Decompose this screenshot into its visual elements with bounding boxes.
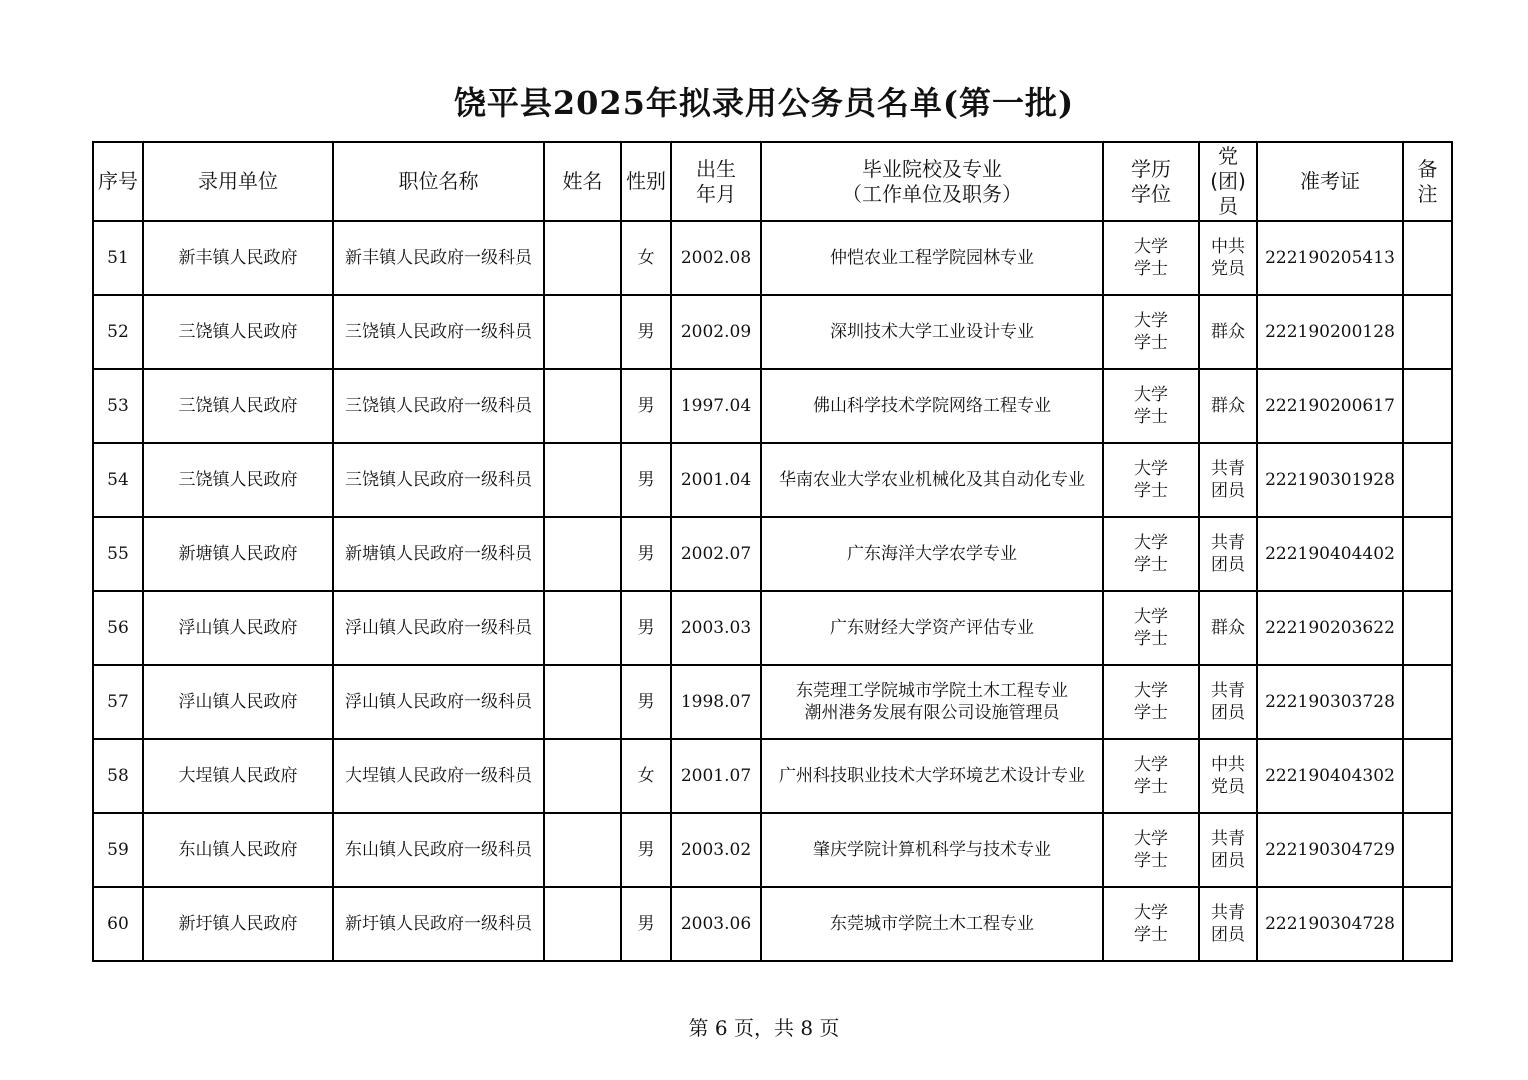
cell-party	[1199, 221, 1257, 295]
cell-birth: 2003.03	[671, 591, 761, 665]
cell-degree-line: 大学	[1134, 829, 1168, 849]
cell-gender: 女	[621, 221, 671, 295]
cell-degree-line: 大学	[1134, 311, 1168, 331]
cell-school-line: 佛山科学技术学院网络工程专业	[813, 396, 1051, 416]
cell-party-line: 团员	[1211, 481, 1245, 501]
cell-gender: 男	[621, 591, 671, 665]
cell-exam-id: 222190304728	[1257, 887, 1403, 961]
cell-party-line: 党员	[1211, 777, 1245, 797]
header-birth	[671, 142, 761, 221]
cell-seq: 53	[93, 369, 143, 443]
cell-degree	[1103, 443, 1199, 517]
cell-remark	[1403, 295, 1452, 369]
cell-name	[544, 665, 621, 739]
cell-school	[761, 443, 1103, 517]
cell-unit: 大埕镇人民政府	[143, 739, 333, 813]
cell-school-line: 东莞理工学院城市学院土木工程专业	[796, 681, 1068, 701]
cell-birth: 2003.06	[671, 887, 761, 961]
cell-degree	[1103, 517, 1199, 591]
cell-party	[1199, 517, 1257, 591]
cell-degree-line: 学士	[1134, 481, 1168, 501]
cell-birth: 1998.07	[671, 665, 761, 739]
cell-school-line: 仲恺农业工程学院园林专业	[830, 248, 1034, 268]
cell-party	[1199, 887, 1257, 961]
table-row	[93, 665, 1452, 739]
cell-degree-line: 大学	[1134, 385, 1168, 405]
cell-exam-id: 222190303728	[1257, 665, 1403, 739]
cell-degree-line: 学士	[1134, 777, 1168, 797]
header-degree	[1103, 142, 1199, 221]
header-degree-line: 学历	[1131, 156, 1171, 181]
cell-seq: 58	[93, 739, 143, 813]
cell-name	[544, 517, 621, 591]
cell-party-line: 团员	[1211, 925, 1245, 945]
cell-party-line: 共青	[1211, 533, 1245, 553]
cell-unit: 三饶镇人民政府	[143, 369, 333, 443]
cell-remark	[1403, 443, 1452, 517]
cell-party	[1199, 591, 1257, 665]
cell-school-line: 广州科技职业技术大学环境艺术设计专业	[779, 766, 1085, 786]
cell-gender: 男	[621, 295, 671, 369]
cell-birth: 2001.04	[671, 443, 761, 517]
cell-remark	[1403, 591, 1452, 665]
cell-school	[761, 739, 1103, 813]
cell-school	[761, 295, 1103, 369]
header-remark-line: 备	[1417, 156, 1438, 181]
cell-party-line: 共青	[1211, 829, 1245, 849]
cell-seq: 52	[93, 295, 143, 369]
cell-party	[1199, 739, 1257, 813]
document-title: 饶平县2025年拟录用公务员名单(第一批)	[453, 84, 1075, 122]
cell-remark	[1403, 813, 1452, 887]
cell-name	[544, 369, 621, 443]
cell-position: 新丰镇人民政府一级科员	[333, 221, 544, 295]
cell-birth: 1997.04	[671, 369, 761, 443]
cell-remark	[1403, 887, 1452, 961]
cell-party-line: 中共	[1211, 237, 1245, 257]
cell-party	[1199, 295, 1257, 369]
cell-seq: 60	[93, 887, 143, 961]
cell-seq: 56	[93, 591, 143, 665]
cell-degree-line: 学士	[1134, 555, 1168, 575]
cell-gender: 男	[621, 443, 671, 517]
cell-seq: 54	[93, 443, 143, 517]
header-remark-line: 注	[1417, 181, 1438, 206]
cell-exam-id: 222190304729	[1257, 813, 1403, 887]
header-gender: 性别	[621, 142, 671, 221]
cell-position: 三饶镇人民政府一级科员	[333, 369, 544, 443]
cell-school	[761, 887, 1103, 961]
cell-seq: 57	[93, 665, 143, 739]
table-row	[93, 887, 1452, 961]
cell-remark	[1403, 369, 1452, 443]
header-exam-id: 准考证	[1257, 142, 1403, 221]
page-footer: 第 6 页，共 8 页	[688, 1016, 840, 1040]
cell-exam-id: 222190205413	[1257, 221, 1403, 295]
cell-school-line: 肇庆学院计算机科学与技术专业	[813, 840, 1051, 860]
header-school-line: （工作单位及职务）	[842, 181, 1022, 206]
header-remark	[1403, 142, 1452, 221]
table-row	[93, 739, 1452, 813]
header-school-line: 毕业院校及专业	[862, 156, 1002, 181]
cell-exam-id: 222190404402	[1257, 517, 1403, 591]
cell-degree-line: 大学	[1134, 903, 1168, 923]
cell-degree	[1103, 813, 1199, 887]
cell-exam-id: 222190301928	[1257, 443, 1403, 517]
cell-party	[1199, 369, 1257, 443]
cell-party-line: 团员	[1211, 555, 1245, 575]
cell-unit: 新圩镇人民政府	[143, 887, 333, 961]
cell-position: 东山镇人民政府一级科员	[333, 813, 544, 887]
cell-party-line: 群众	[1211, 322, 1245, 342]
cell-party-line: 群众	[1211, 618, 1245, 638]
cell-birth: 2002.08	[671, 221, 761, 295]
cell-birth: 2001.07	[671, 739, 761, 813]
cell-degree-line: 大学	[1134, 607, 1168, 627]
cell-school-line: 深圳技术大学工业设计专业	[830, 322, 1034, 342]
cell-party-line: 党员	[1211, 259, 1245, 279]
cell-gender: 男	[621, 887, 671, 961]
cell-degree	[1103, 591, 1199, 665]
cell-school-line: 潮州港务发展有限公司设施管理员	[804, 703, 1060, 723]
cell-degree-line: 大学	[1134, 755, 1168, 775]
cell-position: 新圩镇人民政府一级科员	[333, 887, 544, 961]
cell-name	[544, 295, 621, 369]
cell-unit: 新塘镇人民政府	[143, 517, 333, 591]
header-party-line: 员	[1218, 194, 1238, 218]
cell-seq: 59	[93, 813, 143, 887]
cell-degree-line: 大学	[1134, 533, 1168, 553]
cell-name	[544, 443, 621, 517]
cell-unit: 新丰镇人民政府	[143, 221, 333, 295]
table-row	[93, 221, 1452, 295]
cell-unit: 三饶镇人民政府	[143, 443, 333, 517]
cell-position: 浮山镇人民政府一级科员	[333, 665, 544, 739]
cell-exam-id: 222190200617	[1257, 369, 1403, 443]
cell-school	[761, 665, 1103, 739]
cell-name	[544, 739, 621, 813]
header-position: 职位名称	[333, 142, 544, 221]
cell-party	[1199, 813, 1257, 887]
cell-school	[761, 517, 1103, 591]
header-seq: 序号	[93, 142, 143, 221]
cell-party-line: 共青	[1211, 903, 1245, 923]
cell-degree-line: 学士	[1134, 925, 1168, 945]
header-party-line: (团)	[1210, 169, 1246, 193]
cell-unit: 浮山镇人民政府	[143, 591, 333, 665]
header-name: 姓名	[544, 142, 621, 221]
table-row	[93, 591, 1452, 665]
cell-degree-line: 学士	[1134, 851, 1168, 871]
cell-degree	[1103, 221, 1199, 295]
cell-school	[761, 369, 1103, 443]
header-school	[761, 142, 1103, 221]
cell-gender: 女	[621, 739, 671, 813]
header-party-line: 党	[1218, 144, 1238, 168]
cell-degree	[1103, 739, 1199, 813]
cell-position: 三饶镇人民政府一级科员	[333, 443, 544, 517]
cell-degree-line: 学士	[1134, 407, 1168, 427]
cell-school-line: 华南农业大学农业机械化及其自动化专业	[779, 470, 1085, 490]
cell-degree-line: 大学	[1134, 237, 1168, 257]
cell-seq: 51	[93, 221, 143, 295]
cell-school-line: 广东财经大学资产评估专业	[830, 618, 1034, 638]
header-row	[93, 142, 1452, 221]
cell-remark	[1403, 221, 1452, 295]
header-birth-line: 年月	[696, 181, 736, 206]
cell-degree-line: 学士	[1134, 259, 1168, 279]
cell-degree-line: 学士	[1134, 333, 1168, 353]
cell-degree	[1103, 369, 1199, 443]
cell-unit: 东山镇人民政府	[143, 813, 333, 887]
cell-unit: 浮山镇人民政府	[143, 665, 333, 739]
table-row	[93, 369, 1452, 443]
cell-degree-line: 大学	[1134, 681, 1168, 701]
cell-gender: 男	[621, 813, 671, 887]
cell-birth: 2002.07	[671, 517, 761, 591]
cell-party	[1199, 665, 1257, 739]
cell-degree	[1103, 295, 1199, 369]
header-birth-line: 出生	[696, 156, 736, 181]
cell-remark	[1403, 665, 1452, 739]
cell-gender: 男	[621, 517, 671, 591]
cell-exam-id: 222190404302	[1257, 739, 1403, 813]
cell-party-line: 群众	[1211, 396, 1245, 416]
cell-degree-line: 学士	[1134, 703, 1168, 723]
cell-degree-line: 学士	[1134, 629, 1168, 649]
header-party	[1199, 142, 1257, 221]
cell-degree	[1103, 887, 1199, 961]
cell-position: 浮山镇人民政府一级科员	[333, 591, 544, 665]
table-row	[93, 517, 1452, 591]
cell-party	[1199, 443, 1257, 517]
cell-remark	[1403, 517, 1452, 591]
cell-position: 大埕镇人民政府一级科员	[333, 739, 544, 813]
header-degree-line: 学位	[1131, 181, 1171, 206]
cell-unit: 三饶镇人民政府	[143, 295, 333, 369]
cell-name	[544, 221, 621, 295]
cell-seq: 55	[93, 517, 143, 591]
cell-name	[544, 591, 621, 665]
cell-degree-line: 大学	[1134, 459, 1168, 479]
cell-school	[761, 221, 1103, 295]
cell-school	[761, 813, 1103, 887]
table-row	[93, 443, 1452, 517]
table-row	[93, 295, 1452, 369]
cell-name	[544, 887, 621, 961]
header-unit: 录用单位	[143, 142, 333, 221]
cell-position: 三饶镇人民政府一级科员	[333, 295, 544, 369]
cell-degree	[1103, 665, 1199, 739]
cell-party-line: 中共	[1211, 755, 1245, 775]
cell-party-line: 共青	[1211, 459, 1245, 479]
cell-name	[544, 813, 621, 887]
cell-school-line: 东莞城市学院土木工程专业	[830, 914, 1034, 934]
cell-remark	[1403, 739, 1452, 813]
cell-birth: 2002.09	[671, 295, 761, 369]
cell-school	[761, 591, 1103, 665]
cell-school-line: 广东海洋大学农学专业	[847, 544, 1017, 564]
recruit-table	[92, 141, 1453, 962]
cell-position: 新塘镇人民政府一级科员	[333, 517, 544, 591]
cell-exam-id: 222190203622	[1257, 591, 1403, 665]
cell-exam-id: 222190200128	[1257, 295, 1403, 369]
cell-party-line: 团员	[1211, 851, 1245, 871]
cell-gender: 男	[621, 665, 671, 739]
table-row	[93, 813, 1452, 887]
cell-birth: 2003.02	[671, 813, 761, 887]
cell-party-line: 团员	[1211, 703, 1245, 723]
cell-party-line: 共青	[1211, 681, 1245, 701]
cell-gender: 男	[621, 369, 671, 443]
